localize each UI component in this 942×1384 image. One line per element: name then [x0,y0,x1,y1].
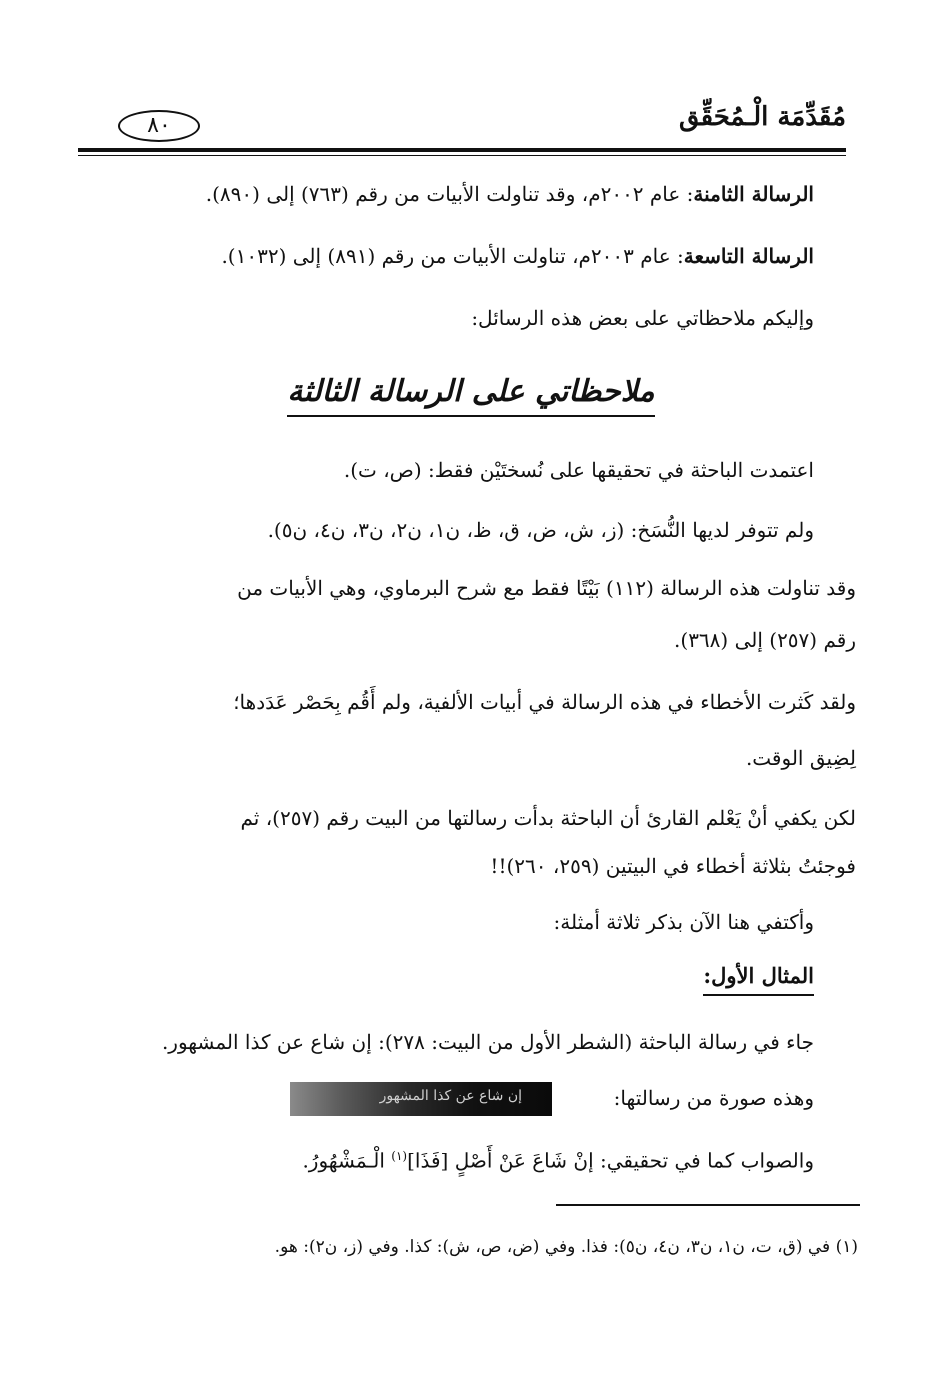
page-number: ٨٠ [118,110,200,142]
thesis-image-text: إن شاع عن كذا المشهور [379,1088,522,1104]
section-heading-text: ملاحظاتي على الرسالة الثالثة [287,374,654,417]
footnote-marker: (١) [391,1149,408,1163]
thesis-9-text: : عام ٢٠٠٣م، تناولت الأبيات من رقم (٨٩١) إلى (١٠٣٢). [221,244,684,268]
example-line-1: جاء في رسالة الباحثة (الشطر الأول من البيت: ٢٧٨): إن شاع عن كذا المشهور. [161,1030,814,1054]
example-line-3-text: والصواب كما في تحقيقي: إنْ شَاعَ عَنْ أَصْلٍ [فَذَا] [407,1148,814,1173]
example-line-3-end: الْـمَشْهُورُ. [302,1148,392,1173]
thesis-9-label: الرسالة التاسعة [683,244,814,268]
section-heading [0,374,942,417]
note-line-3b: رقم (٢٥٧) إلى (٣٦٨). [674,628,856,652]
running-title: مُقَدِّمَة الْـمُحَقِّق [678,102,846,132]
note-line-2: ولم تتوفر لديها النُّسَخ: (ز، ش، ض، ق، ظ، ن١، ن٢، ن٣، ن٤، ن٥). [267,518,814,542]
note-line-4a: ولقد كَثرت الأخطاء في هذه الرسالة في أبيات الألفية، ولم أَقُم بِحَصْر عَدَدها؛ [233,690,856,714]
paragraph-thesis-9 [74,236,814,276]
example-line-2: وهذه صورة من رسالتها: [613,1086,814,1110]
note-line-5b: فوجئتُ بثلاثة أخطاء في البيتين (٢٥٩، ٢٦٠)!! [490,854,856,878]
thesis-8-label: الرسالة الثامنة [693,182,814,206]
thesis-8-text: : عام ٢٠٠٢م، وقد تناولت الأبيات من رقم (٧٦٣) إلى (٨٩٠). [205,182,694,206]
example-line-3 [74,1136,814,1181]
footnote-rule [556,1204,860,1206]
note-line-6: وأكتفي هنا الآن بذكر ثلاثة أمثلة: [553,910,814,934]
note-line-1: اعتمدت الباحثة في تحقيقها على نُسختَيْن فقط: (ص، ت). [343,458,814,482]
note-line-4b: لِضِيق الوقت. [745,746,856,770]
note-line-5a: لكن يكفي أنْ يَعْلم القارئ أن الباحثة بدأت رسالتها من البيت رقم (٢٥٧)، ثم [240,806,856,830]
page-header [78,100,846,148]
note-line-3a: وقد تناولت هذه الرسالة (١١٢) بَيْتًا فقط مع شرح البرماوي، وهي الأبيات من [237,576,856,600]
paragraph-thesis-8 [74,174,814,214]
header-rule [78,148,846,152]
footnote: (١) في (ق، ت، ن١، ن٣، ن٤، ن٥): فذا. وفي (ض، ص، ش): كذا. وفي (ز، ن٢): هو. [274,1237,858,1257]
thesis-image-excerpt [290,1082,552,1116]
header-rule-thin [78,155,846,156]
example-heading: المثال الأول: [703,958,814,996]
paragraph-intro: وإليكم ملاحظاتي على بعض هذه الرسائل: [471,306,814,330]
